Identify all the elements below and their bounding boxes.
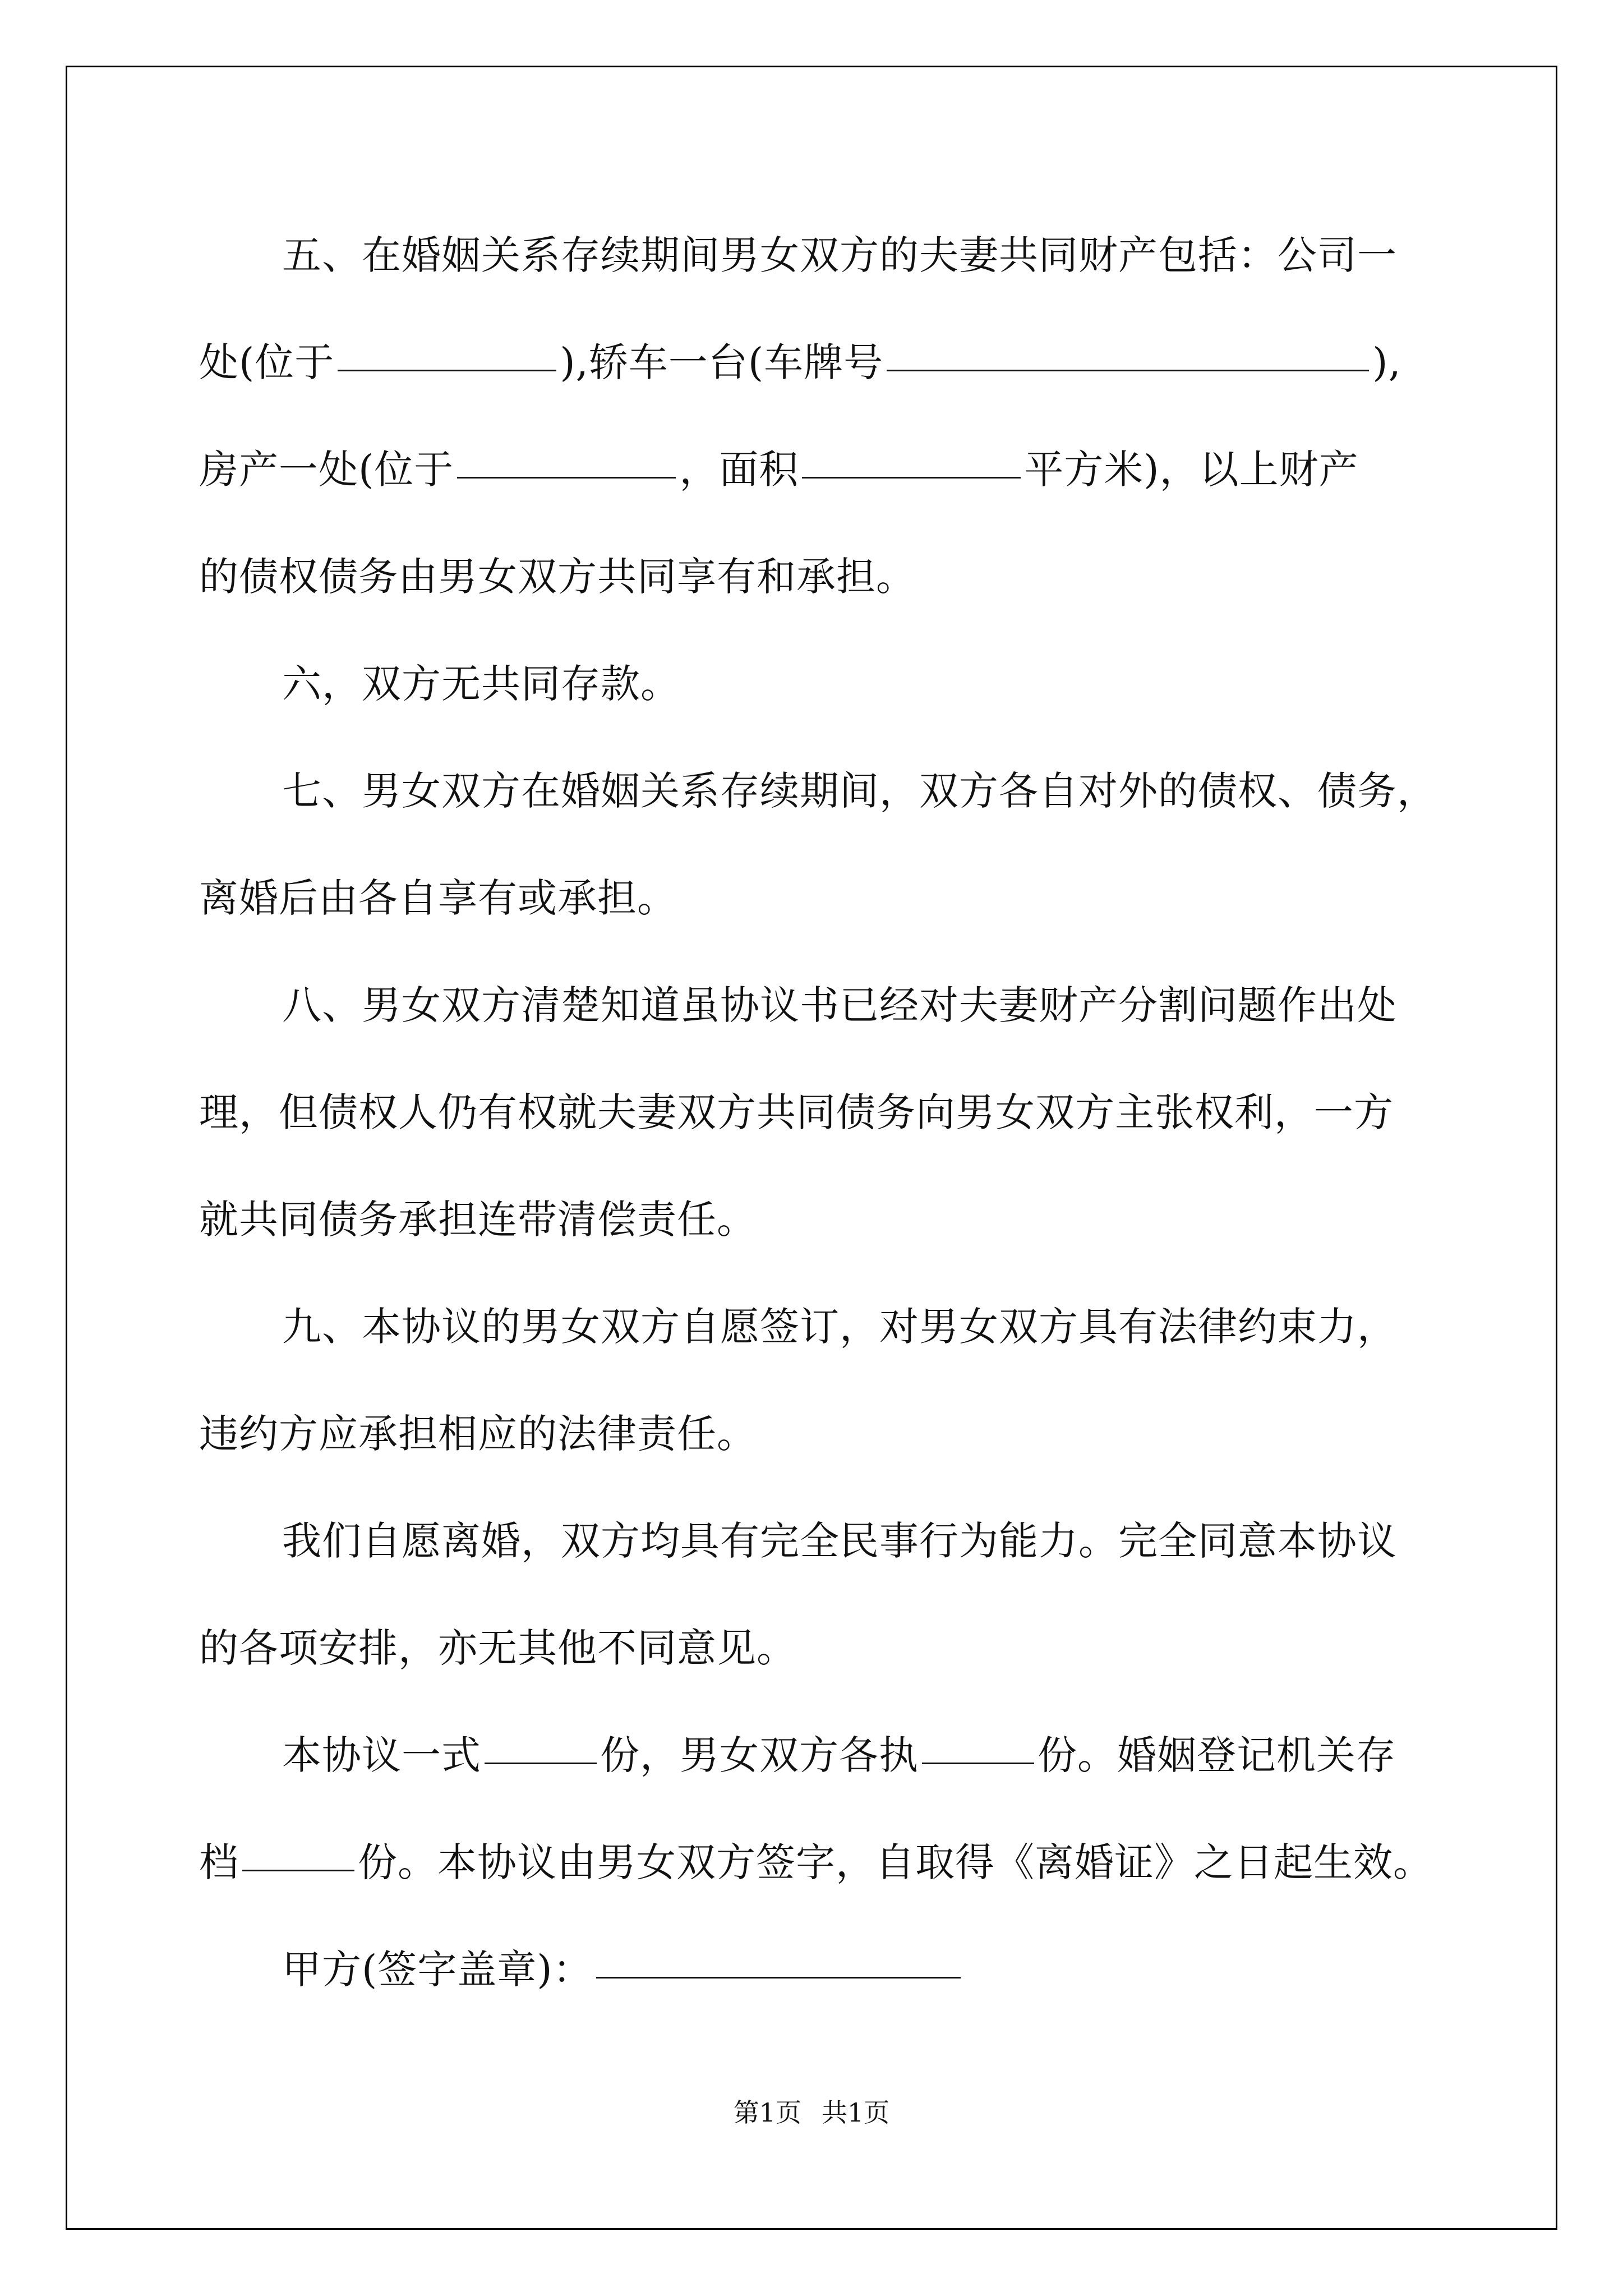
company-location-label: 处(位于 [199,339,335,385]
voluntary-statement [199,1488,1467,1702]
archive-label: 档 [199,1839,239,1885]
clause-five-line-3 [199,416,1467,523]
clause-eight-line-2: 理，但债权人仍有权就夫妻双方共同债务向男女双方主张权利，一方 [199,1089,1394,1135]
party-a-signature-line [199,1916,1467,2023]
clause-eight-line-1: 八、男女双方清楚知道虽协议书已经对夫妻财产分割问题作出处 [282,982,1397,1028]
document-body [199,202,1467,2023]
car-plate-close: ), [1372,339,1401,385]
page-footer [0,2092,1623,2129]
clause-five-line-1: 五、在婚姻关系存续期间男女双方的夫妻共同财产包括：公司一 [282,232,1397,278]
voluntary-statement-line-2: 的各项安排，亦无其他不同意见。 [199,1625,796,1671]
page-number: 第1页 [733,2097,801,2128]
copies-clause-line-1 [199,1702,1467,1809]
clause-seven-line-1: 七、男女双方在婚姻关系存续期间，双方各自对外的债权、债务， [282,768,1437,814]
effective-clause: 份。本协议由男女双方签字，自取得《离婚证》之日起生效。 [358,1839,1433,1885]
house-area-label: ，面积 [679,447,799,493]
house-area-unit: 平方米)，以上财产 [1024,447,1359,493]
copies-each-blank[interactable] [922,1762,1034,1764]
house-area-blank[interactable] [802,476,1021,478]
car-plate-label: ),轿车一台(车牌号 [560,339,884,385]
copies-registry-label: 份。婚姻登记机关存 [1038,1732,1396,1778]
clause-eight-line-3: 就共同债务承担连带清偿责任。 [199,1197,757,1243]
clause-nine-line-2: 违约方应承担相应的法律责任。 [199,1411,757,1457]
clause-five [199,202,1467,631]
copies-each-label: 份，男女双方各执 [600,1732,919,1778]
clause-eight [199,952,1467,1273]
copies-total-label: 本协议一式 [282,1732,481,1778]
copies-clause [199,1702,1467,1916]
party-a-signature-blank[interactable] [596,1976,961,1978]
copies-clause-line-2 [199,1809,1467,1916]
page-total: 共1页 [822,2097,890,2128]
car-plate-blank[interactable] [887,369,1369,371]
clause-seven [199,738,1467,952]
copies-total-blank[interactable] [485,1762,597,1764]
clause-seven-line-2: 离婚后由各自享有或承担。 [199,875,677,921]
company-location-blank[interactable] [338,369,556,371]
clause-six-line-1: 六，双方无共同存款。 [282,661,680,707]
house-location-blank[interactable] [457,476,676,478]
clause-five-line-2 [199,309,1467,416]
house-location-label: 房产一处(位于 [199,447,454,493]
signature-block [199,1916,1467,2023]
party-a-signature-label: 甲方(签字盖章)： [282,1947,593,1993]
clause-nine-line-1: 九、本协议的男女双方自愿签订，对男女双方具有法律约束力， [282,1304,1397,1350]
archive-copies-blank[interactable] [242,1869,354,1871]
clause-five-line-4: 的债权债务由男女双方共同享有和承担。 [199,554,916,600]
voluntary-statement-line-1: 我们自愿离婚，双方均具有完全民事行为能力。完全同意本协议 [282,1518,1397,1564]
clause-six [199,631,1467,738]
clause-nine [199,1273,1467,1488]
